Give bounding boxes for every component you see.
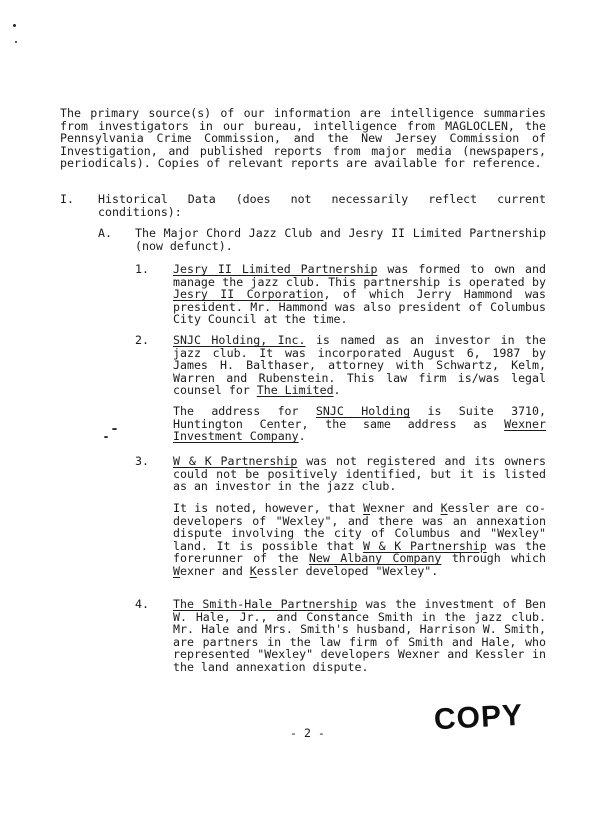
- entity-name: SNJC Holding, Inc.: [173, 333, 306, 347]
- scan-speck: [112, 428, 117, 430]
- item-3-note-paragraph: It is noted, however, that Wexner and Kessler are co-developers of "Wexley", and there was an annexation dispute involving the city of Columbus and "Wexley" land. It is possible that W & K Partnership was the forerunner of the New Albany Company through which Wexner and Kessler developed "Wexley".: [173, 501, 546, 578]
- item-number: 2.: [135, 333, 149, 347]
- entity-name: Wexner Investment Company: [173, 416, 546, 444]
- item-number: 3.: [135, 454, 149, 468]
- item-2-paragraph: SNJC Holding, Inc. is named as an investor in the jazz club. It was incorporated August 6, 1987 by James H. Balthaser, attorney with Schwartz, Kelm, Warren and Rubenstein. This law firm is/was legal counsel for The Limited.: [173, 333, 546, 398]
- entity-name: Jesry II Corporation: [173, 287, 324, 302]
- entity-name: The Smith-Hale Partnership: [173, 597, 358, 611]
- scan-speck: [13, 24, 16, 27]
- entity-name: W & K Partnership: [173, 454, 298, 468]
- entity-name: The Limited: [256, 383, 334, 398]
- entity-name: New Albany Company: [308, 551, 442, 566]
- subsection-title: The Major Chord Jazz Club and Jesry II Limited Partnership (now defunct).: [135, 226, 546, 253]
- page-number: - 2 -: [290, 726, 325, 740]
- item-1-paragraph: Jesry II Limited Partnership was formed to own and manage the jazz club. This partnership is operated by Jesry II Corporation, of which Jerry Hammond was president. Mr. Hammond was also president of Columbus City Council at the time.: [173, 262, 546, 327]
- entity-name: SNJC Holding: [315, 404, 411, 418]
- subsection-number: A.: [98, 226, 112, 240]
- section-title: Historical Data (does not necessarily reflect current conditions):: [98, 192, 546, 219]
- item-2-address-paragraph: The address for SNJC Holding is Suite 3710, Huntington Center, the same address as Wexner Investment Company.: [173, 404, 546, 444]
- intro-paragraph: The primary source(s) of our information are intelligence summaries from investigators in our bureau, intelligence from MAGLOCLEN, the Pennsylvania Crime Commission, and the New Jersey Commission of Investigation, and published reports from major media (newspapers, periodicals). Copies of relevant reports are available for reference.: [60, 106, 546, 171]
- item-3-paragraph: W & K Partnership was not registered and its owners could not be positively identified, but it is listed as an investor in the jazz club.: [173, 454, 546, 494]
- scan-speck: [15, 41, 17, 43]
- copy-stamp: COPY: [433, 698, 524, 737]
- scan-speck: [104, 436, 108, 438]
- item-4-paragraph: The Smith-Hale Partnership was the investment of Ben W. Hale, Jr., and Constance Smith in the jazz club. Mr. Hale and Mrs. Smith's husband, Harrison W. Smith, are partners in the law firm of Smith and Hale, who represented "Wexley" developers Wexner and Kessler in the land annexation dispute.: [173, 597, 547, 674]
- item-number: 1.: [135, 262, 149, 276]
- entity-name: W & K Partnership: [362, 538, 487, 553]
- entity-name: Jesry II Limited Partnership: [173, 262, 378, 276]
- item-number: 4.: [135, 597, 149, 611]
- section-number: I.: [60, 192, 74, 206]
